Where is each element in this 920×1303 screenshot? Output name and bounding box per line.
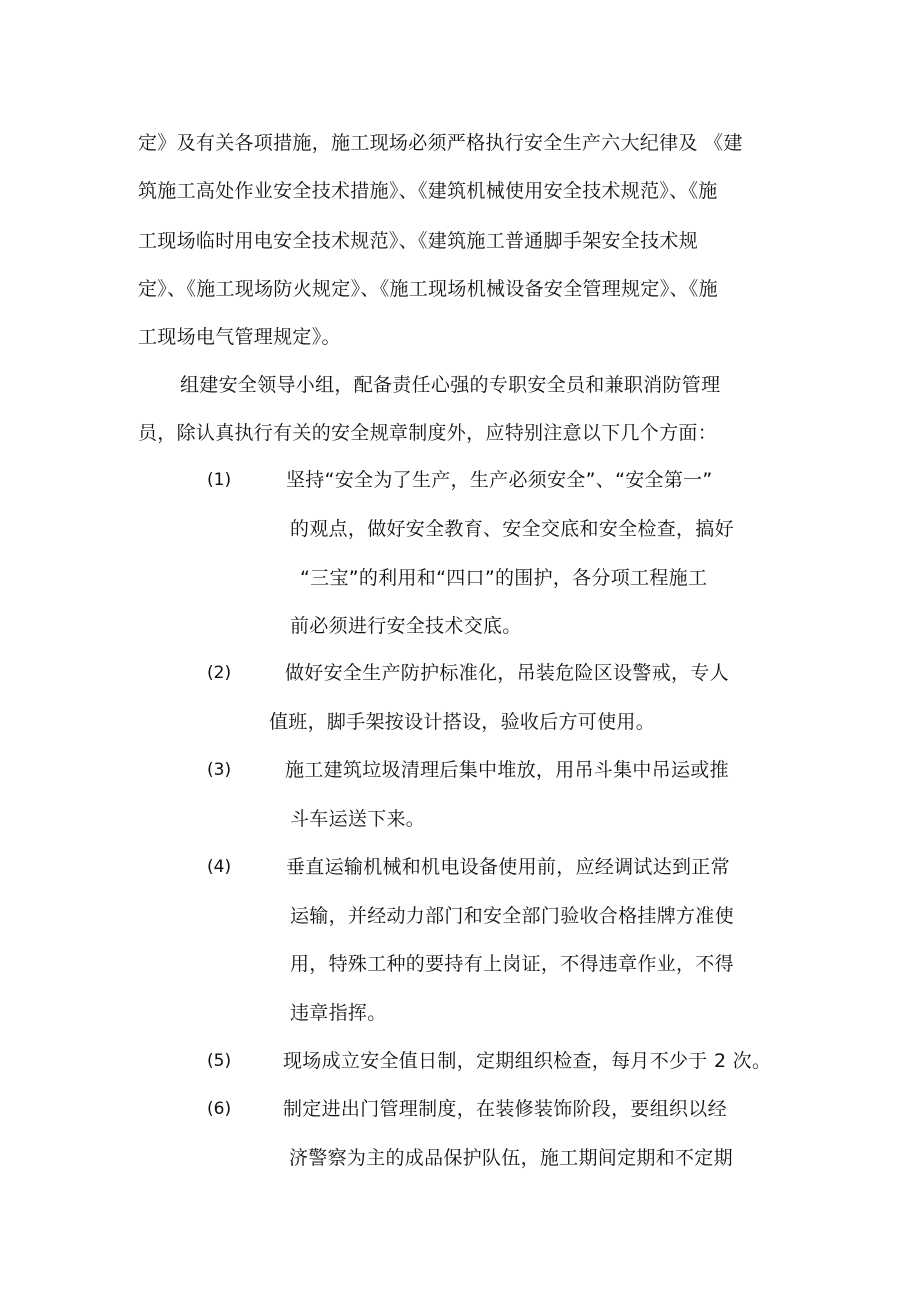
item-6-line-2: 济警察为主的成品保护队伍，施工期间定期和不定期 xyxy=(289,1147,733,1169)
item-number-5: (5) xyxy=(207,1051,232,1071)
item-3-line-2: 斗车运送下来。 xyxy=(290,808,426,830)
item-6-line-1: 制定进出门管理制度，在装修装饰阶段，要组织以经 xyxy=(283,1098,727,1120)
intro-line-2: 筑施工高处作业安全技术措施》、《建筑机械使用安全技术规范》、《施 xyxy=(138,180,718,202)
item-5-line-1: 现场成立安全值日制，定期组织检查，每月不少于 2 次。 xyxy=(283,1050,772,1072)
item-1-line-2: 的观点，做好安全教育、安全交底和安全检查，搞好 xyxy=(290,518,734,540)
item-4-line-3: 用，特殊工种的要持有上岗证，不得违章作业，不得 xyxy=(290,953,734,975)
intro-line-3: 工现场临时用电安全技术规范》、《建筑施工普通脚手架安全技术规 xyxy=(138,230,699,252)
intro-line-5: 工现场电气管理规定》。 xyxy=(138,326,341,348)
item-number-3: (3) xyxy=(207,760,232,780)
item-2-line-2: 值班，脚手架按设计搭设，验收后方可使用。 xyxy=(269,711,656,733)
intro-line-4: 定》、《施工现场防火规定》、《施工现场机械设备安全管理规定》、《施 xyxy=(138,278,718,300)
item-number-4: (4) xyxy=(207,857,232,877)
item-4-line-2: 运输，并经动力部门和安全部门验收合格挂牌方准使 xyxy=(290,905,734,927)
paragraph2-line-2: 员，除认真执行有关的安全规章制度外，应特别注意以下几个方面： xyxy=(138,422,718,444)
item-1-line-3: “三宝”的利用和“四口”的围护，各分项工程施工 xyxy=(300,567,708,589)
item-4-line-4: 违章指挥。 xyxy=(290,1002,387,1024)
item-3-line-1: 施工建筑垃圾清理后集中堆放，用吊斗集中吊运或推 xyxy=(285,759,729,781)
paragraph2-line-1: 组建安全领导小组，配备责任心强的专职安全员和兼职消防管理 xyxy=(180,374,721,396)
item-number-6: (6) xyxy=(207,1099,232,1119)
item-number-2: (2) xyxy=(207,663,232,683)
item-1-line-1: 坚持“安全为了生产，生产必须安全”、“安全第一” xyxy=(286,469,713,491)
intro-line-1: 定》及有关各项措施，施工现场必须严格执行安全生产六大纪律及 《建 xyxy=(138,132,743,154)
item-2-line-1: 做好安全生产防护标准化，吊装危险区设警戒，专人 xyxy=(285,662,729,684)
item-1-line-4: 前必须进行安全技术交底。 xyxy=(290,615,522,637)
item-4-line-1: 垂直运输机械和机电设备使用前，应经调试达到正常 xyxy=(286,856,730,878)
item-number-1: (1) xyxy=(207,470,232,490)
